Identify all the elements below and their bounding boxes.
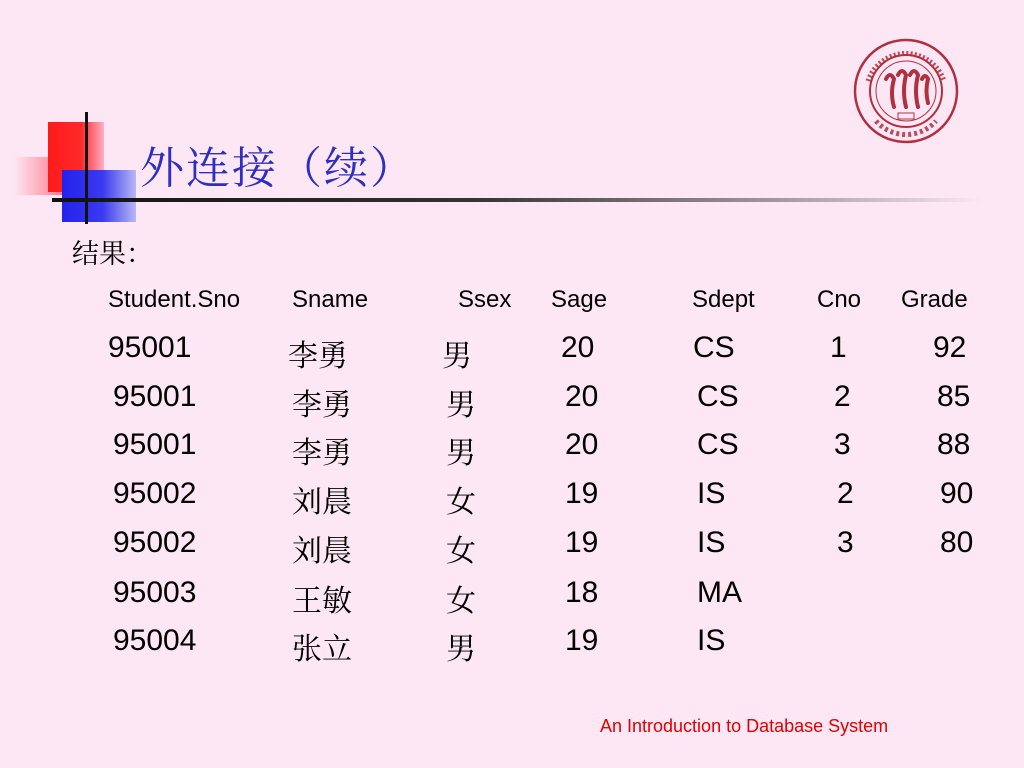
cell-grade: 80 bbox=[940, 526, 974, 559]
cell-sdept: IS bbox=[697, 526, 726, 559]
cell-grade: 92 bbox=[933, 331, 967, 364]
cell-ssex: 女 bbox=[446, 534, 476, 569]
table-row bbox=[0, 576, 1024, 619]
cell-ssex: 女 bbox=[446, 584, 476, 619]
cell-sno: 95001 bbox=[108, 331, 192, 364]
cell-ssex: 男 bbox=[442, 339, 472, 374]
cell-sno: 95001 bbox=[113, 380, 197, 413]
table-row bbox=[0, 428, 1024, 471]
cell-sage: 19 bbox=[565, 624, 599, 657]
cell-sno: 95002 bbox=[113, 526, 197, 559]
table-row bbox=[0, 526, 1024, 569]
table-row bbox=[0, 380, 1024, 423]
cell-sname: 刘晨 bbox=[292, 534, 352, 569]
cell-sdept: IS bbox=[697, 624, 726, 657]
decor-blue-square bbox=[62, 170, 136, 222]
cell-cno: 2 bbox=[837, 477, 854, 510]
cell-sdept: CS bbox=[697, 428, 739, 461]
table-row bbox=[0, 624, 1024, 667]
cell-sname: 张立 bbox=[292, 632, 352, 667]
cell-sname: 王敏 bbox=[292, 584, 352, 619]
cell-sage: 20 bbox=[565, 380, 599, 413]
cell-sage: 19 bbox=[565, 526, 599, 559]
header-grade: Grade bbox=[901, 286, 968, 313]
cell-cno: 2 bbox=[834, 380, 851, 413]
university-seal-logo bbox=[852, 37, 960, 145]
cell-sdept: CS bbox=[697, 380, 739, 413]
slide-title: 外连接（续） bbox=[140, 143, 416, 194]
cell-sname: 李勇 bbox=[288, 339, 348, 374]
header-ssex: Ssex bbox=[458, 286, 512, 313]
cell-sage: 20 bbox=[565, 428, 599, 461]
cell-sage: 20 bbox=[561, 331, 595, 364]
cell-sdept: MA bbox=[697, 576, 742, 609]
header-sage: Sage bbox=[551, 286, 608, 313]
cell-sno: 95001 bbox=[113, 428, 197, 461]
cell-grade: 85 bbox=[937, 380, 971, 413]
cell-ssex: 男 bbox=[446, 632, 476, 667]
table-row bbox=[0, 477, 1024, 520]
cell-cno: 3 bbox=[837, 526, 854, 559]
cell-ssex: 女 bbox=[446, 485, 476, 520]
cell-sname: 李勇 bbox=[292, 388, 352, 423]
cell-grade: 88 bbox=[937, 428, 971, 461]
cell-sdept: IS bbox=[697, 477, 726, 510]
slide-footer: An Introduction to Database System bbox=[600, 716, 889, 736]
cell-sno: 95002 bbox=[113, 477, 197, 510]
cell-sname: 刘晨 bbox=[292, 485, 352, 520]
header-sdept: Sdept bbox=[692, 286, 755, 313]
cell-ssex: 男 bbox=[446, 436, 476, 471]
cell-ssex: 男 bbox=[446, 388, 476, 423]
cell-cno: 3 bbox=[834, 428, 851, 461]
decor-vertical-line bbox=[85, 112, 88, 224]
title-underline bbox=[52, 198, 982, 202]
cell-cno: 1 bbox=[830, 331, 847, 364]
cell-sdept: CS bbox=[693, 331, 735, 364]
header-sname: Sname bbox=[292, 286, 369, 313]
result-label: 结果： bbox=[72, 239, 153, 270]
cell-grade: 90 bbox=[940, 477, 974, 510]
cell-sage: 18 bbox=[565, 576, 599, 609]
table-row bbox=[0, 331, 1024, 374]
header-cno: Cno bbox=[817, 286, 862, 313]
cell-sage: 19 bbox=[565, 477, 599, 510]
header-sno: Student.Sno bbox=[108, 286, 241, 313]
cell-sno: 95004 bbox=[113, 624, 197, 657]
cell-sno: 95003 bbox=[113, 576, 197, 609]
cell-sname: 李勇 bbox=[292, 436, 352, 471]
